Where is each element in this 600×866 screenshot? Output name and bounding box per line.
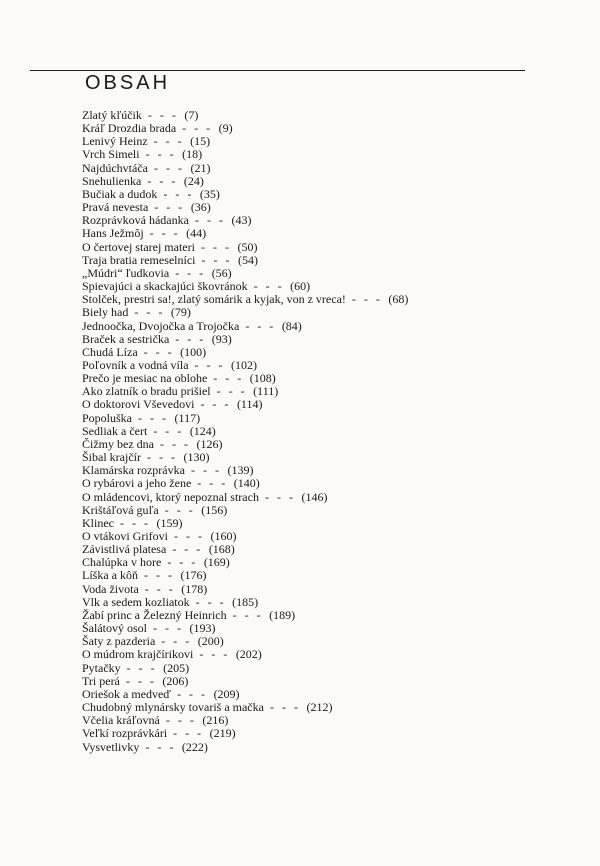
toc-entry-title: Líška a kôň — [82, 568, 138, 583]
toc-entry-title: Kráľ Drozdia brada — [82, 121, 177, 136]
toc-entry-title: „Múdri“ ľudkovia — [82, 265, 170, 280]
toc-entry-title: Zlatý kľúčik — [82, 108, 142, 122]
toc-entry-title: Pytačky — [82, 660, 121, 675]
toc-entry-page: (219) — [209, 726, 236, 741]
toc-entry-page: (176) — [180, 568, 207, 583]
toc-entry-title: Vysvetlivky — [82, 739, 140, 754]
toc-leader: - - - — [175, 331, 206, 346]
toc-entry-page: (189) — [269, 607, 296, 622]
toc-entry-title: Chudobný mlynársky tovariš a mačka — [82, 700, 264, 715]
toc-leader: - - - — [145, 147, 177, 162]
toc-leader: - - - — [175, 265, 206, 280]
toc-leader: - - - — [164, 502, 196, 517]
toc-entry-page: (140) — [233, 476, 260, 491]
toc-entry-page: (139) — [227, 463, 254, 478]
toc-leader: - - - — [253, 279, 285, 294]
toc-entry-page: (7) — [184, 108, 199, 122]
toc-entry-title: Šaty z pazderia — [82, 634, 156, 649]
toc-entry-title: Spievajúci a skackajúci škovránok — [82, 279, 248, 294]
toc-entry-title: Bučiak a dudok — [82, 186, 158, 201]
toc-entry-page: (108) — [249, 371, 276, 386]
toc-entry-title: O čertovej starej materi — [82, 239, 195, 254]
toc-entry-title: Lenivý Heinz — [82, 134, 148, 149]
toc-entry-title: Hans Ježmôj — [82, 226, 144, 241]
toc-entry-title: Jednoočka, Dvojočka a Trojočka — [82, 318, 240, 333]
toc-entry-title: Prečo je mesiac na oblohe — [82, 371, 208, 386]
toc-leader: - - - — [144, 568, 175, 583]
toc-leader: - - - — [232, 607, 264, 622]
toc-leader: - - - — [165, 713, 197, 728]
toc-entry-page: (56) — [211, 265, 232, 280]
toc-leader: - - - — [126, 660, 158, 675]
toc-entry-page: (100) — [180, 344, 207, 359]
toc-leader: - - - — [200, 239, 232, 254]
toc-leader: - - - — [153, 134, 185, 149]
toc-entry-title: Traja bratia remeselníci — [82, 252, 196, 267]
toc-entry — [82, 648, 408, 661]
toc-leader: - - - — [161, 634, 192, 649]
toc-leader: - - - — [197, 476, 228, 491]
toc-entry-title: O múdrom krajčírikovi — [82, 647, 194, 662]
toc-leader: - - - — [163, 186, 194, 201]
toc-entry-title: Popoluška — [82, 410, 133, 425]
toc-entry-title: Čižmy bez dna — [82, 436, 154, 451]
toc-leader: - - - — [159, 436, 191, 451]
toc-leader: - - - — [190, 463, 222, 478]
toc-leader: - - - — [213, 371, 244, 386]
toc-leader: - - - — [167, 555, 198, 570]
toc-leader: - - - — [194, 213, 226, 228]
toc-entry-page: (44) — [186, 226, 207, 241]
toc-leader: - - - — [147, 108, 179, 122]
toc-leader: - - - — [199, 647, 230, 662]
toc-entry-page: (117) — [174, 410, 201, 425]
toc-entry-page: (126) — [196, 436, 223, 451]
toc-leader: - - - — [200, 397, 231, 412]
toc-leader: - - - — [138, 410, 169, 425]
toc-entry-page: (160) — [210, 529, 237, 543]
toc-entry-page: (124) — [189, 423, 216, 438]
toc-leader: - - - — [264, 489, 296, 504]
toc-entry-page: (111) — [253, 384, 279, 399]
toc-entry-page: (114) — [236, 397, 263, 412]
toc-entry-page: (15) — [190, 134, 211, 149]
toc-leader: - - - — [149, 226, 181, 241]
toc-entry-page: (43) — [231, 213, 252, 228]
toc-entry-page: (178) — [181, 581, 208, 596]
toc-entry-title: Chudá Líza — [82, 344, 138, 359]
toc-entry-title: Oriešok a medveď — [82, 686, 172, 701]
toc-entry-page: (35) — [199, 186, 220, 201]
toc-entry-page: (202) — [235, 647, 262, 662]
toc-entry-title: Klinec — [82, 515, 114, 530]
toc-entry-title: Klamárska rozprávka — [82, 463, 185, 478]
toc-leader: - - - — [143, 344, 175, 359]
toc-entry-title: O doktorovi Vševedovi — [82, 397, 195, 412]
toc-entry-page: (36) — [190, 200, 211, 215]
toc-entry-title: O vtákovi Grifovi — [82, 529, 168, 543]
toc-leader: - - - — [125, 673, 157, 688]
toc-leader: - - - — [245, 318, 276, 333]
toc-entry-title: O mládencovi, ktorý nepoznal strach — [82, 489, 259, 504]
toc-entry-title: Braček a sestrička — [82, 331, 170, 346]
toc-leader: - - - — [154, 200, 185, 215]
toc-entry-page: (168) — [208, 542, 235, 557]
toc-entry-page: (185) — [232, 594, 259, 609]
toc-entry-page: (130) — [183, 450, 210, 465]
toc-leader: - - - — [147, 173, 178, 188]
toc-entry-page: (50) — [237, 239, 258, 254]
toc-leader: - - - — [182, 121, 213, 136]
toc-entry-page: (222) — [181, 739, 208, 754]
toc-entry-page: (146) — [301, 489, 328, 504]
toc-leader: - - - — [153, 160, 185, 175]
toc-entry-title: O rybárovi a jeho žene — [82, 476, 192, 491]
toc-entry-title: Stolček, prestri sa!, zlatý somárik a kyjak, von z vreca! — [82, 292, 346, 307]
toc-entry-title: Tri perá — [82, 673, 120, 688]
toc-entry-title: Sedliak a čert — [82, 423, 148, 438]
page-title: OBSAH — [85, 72, 171, 94]
toc-entry-page: (93) — [211, 331, 232, 346]
toc-entry-page: (21) — [190, 160, 211, 175]
toc-entry-title: Krištáľová guľa — [82, 502, 159, 517]
toc-entry-title: Vlk a sedem kozliatok — [82, 594, 190, 609]
toc-entry-page: (205) — [163, 660, 190, 675]
toc-entry-page: (79) — [170, 305, 191, 320]
toc-entry-title: Poľovník a vodná víla — [82, 357, 189, 372]
toc-leader: - - - — [153, 423, 184, 438]
toc-leader: - - - — [194, 357, 226, 372]
toc-entry-page: (159) — [156, 515, 183, 530]
toc-entry-title: Šalátový osol — [82, 621, 147, 636]
toc-entry-page: (9) — [218, 121, 233, 136]
toc-entry-title: Žabí princ a Železný Heinrich — [82, 607, 227, 622]
toc-entry-page: (18) — [182, 147, 203, 162]
toc-entry-page: (156) — [201, 502, 228, 517]
toc-entry-page: (209) — [213, 686, 240, 701]
toc-entry-page: (169) — [203, 555, 230, 570]
toc-entry-page: (193) — [189, 621, 216, 636]
toc-entry-page: (102) — [231, 357, 258, 372]
toc-leader: - - - — [153, 621, 184, 636]
toc-leader: - - - — [269, 700, 301, 715]
toc-entry-page: (68) — [388, 292, 409, 307]
toc-entry-page: (24) — [183, 173, 204, 188]
toc-entry-page: (216) — [202, 713, 229, 728]
toc-leader: - - - — [134, 305, 165, 320]
toc-entry-page: (200) — [197, 634, 224, 649]
toc-leader: - - - — [351, 292, 383, 307]
toc-entry-title: Rozprávková hádanka — [82, 213, 189, 228]
toc-entry-page: (54) — [238, 252, 259, 267]
toc-leader: - - - — [120, 515, 151, 530]
toc-leader: - - - — [144, 581, 176, 596]
toc-entry-title: Závistlivá platesa — [82, 542, 167, 557]
toc-entry-title: Voda života — [82, 581, 139, 596]
toc-leader: - - - — [174, 529, 205, 543]
toc-entry-page: (206) — [162, 673, 189, 688]
toc-entry-page: (84) — [281, 318, 302, 333]
toc-entry — [82, 504, 408, 517]
toc-leader: - - - — [177, 686, 208, 701]
toc-leader: - - - — [195, 594, 227, 609]
toc-entry — [82, 741, 408, 754]
toc-leader: - - - — [145, 739, 176, 754]
toc-leader: - - - — [173, 726, 204, 741]
toc-leader: - - - — [146, 450, 178, 465]
toc-entry-title: Veľkí rozprávkári — [82, 726, 168, 741]
toc-entry-title: Najdúchvtáča — [82, 160, 148, 175]
toc-entry-page: (212) — [306, 700, 333, 715]
toc-leader: - - - — [172, 542, 203, 557]
toc-entry-title: Chalúpka v hore — [82, 555, 162, 570]
toc-leader: - - - — [201, 252, 233, 267]
toc-entry-title: Včelia kráľovná — [82, 713, 160, 728]
toc-entry-title: Šibal krajčír — [82, 450, 141, 465]
toc-leader: - - - — [216, 384, 248, 399]
toc-entry-title: Vrch Simeli — [82, 147, 140, 162]
table-of-contents — [82, 109, 408, 754]
toc-entry-title: Ako zlatník o bradu prišiel — [82, 384, 211, 399]
toc-entry-page: (60) — [290, 279, 311, 294]
toc-entry-title: Biely had — [82, 305, 129, 320]
toc-entry-title: Snehulienka — [82, 173, 142, 188]
toc-entry-title: Pravá nevesta — [82, 200, 149, 215]
toc-entry — [82, 662, 408, 675]
header-rule — [30, 70, 525, 71]
